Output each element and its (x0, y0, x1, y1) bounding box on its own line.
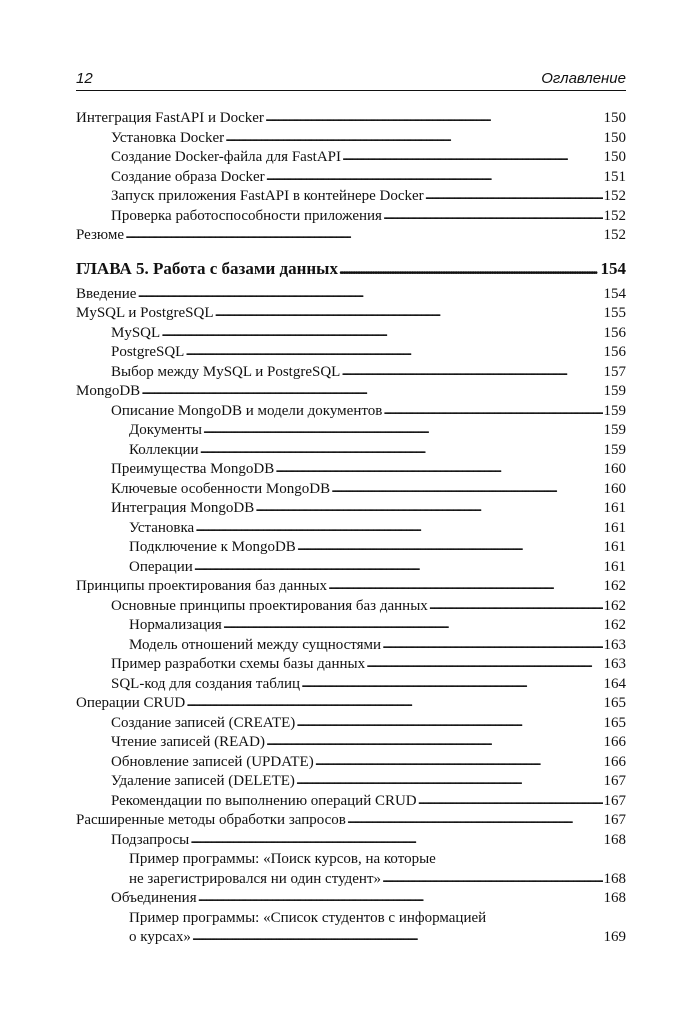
toc-entry-page: 168 (603, 831, 626, 848)
toc-entry (76, 733, 626, 753)
toc-entry (76, 226, 626, 246)
dot-leader (425, 190, 603, 200)
dot-leader (328, 580, 603, 590)
toc-entry-title: не зарегистрировался ни один студент» (129, 870, 381, 887)
dot-leader (341, 366, 602, 376)
toc-entry (76, 792, 626, 812)
running-title: Оглавление (541, 70, 626, 87)
toc-section-top (76, 109, 626, 246)
toc-chapter-heading (76, 258, 626, 280)
toc-entry (76, 148, 626, 168)
toc-entry-title: PostgreSQL (111, 344, 185, 360)
dot-leader (429, 600, 603, 610)
toc-entry-page: 152 (603, 207, 626, 224)
toc-entry-page: 164 (603, 675, 626, 692)
dot-leader (200, 444, 603, 454)
toc-entry-page: 155 (603, 305, 626, 321)
toc-entry (76, 655, 626, 675)
toc-entry (76, 519, 626, 539)
toc-entry-joins (76, 889, 626, 909)
dot-leader (339, 264, 600, 274)
toc-entry-title: Основные принципы проектирования баз данных (111, 597, 428, 614)
dot-leader (382, 873, 603, 883)
toc-entry-page: 163 (603, 656, 626, 672)
dot-leader (347, 814, 603, 824)
toc-entry-title: MongoDB (76, 383, 141, 399)
dot-leader (225, 132, 602, 142)
toc-entry-example1-line1: Пример программы: «Поиск курсов, на которые (129, 851, 436, 867)
dot-leader (382, 639, 602, 649)
toc-entry-title: Выбор между MySQL и PostgreSQL (111, 363, 341, 380)
dot-leader (342, 151, 603, 161)
toc-entry (76, 460, 626, 480)
dot-leader (137, 288, 602, 298)
toc-entry-title: SQL-код для создания таблиц (111, 675, 301, 692)
toc-entry (76, 343, 626, 363)
toc-entry-title: Установка (129, 519, 195, 536)
dot-leader (315, 756, 603, 766)
toc-entry-page: 159 (603, 402, 626, 419)
dot-leader (383, 210, 603, 220)
toc-entry-title: Модель отношений между сущностями (129, 636, 382, 653)
dot-leader (265, 112, 603, 122)
toc-entry-title: MySQL и PostgreSQL (76, 305, 214, 321)
toc-entry-page: 160 (603, 480, 626, 497)
toc-entry-page: 165 (603, 714, 626, 731)
toc-entry (76, 421, 626, 441)
dot-leader (125, 229, 602, 239)
toc-entry (76, 597, 626, 617)
dot-leader (275, 463, 602, 473)
toc-entry-page: 154 (603, 285, 626, 302)
dot-leader (296, 775, 603, 785)
toc-entry (76, 675, 626, 695)
dot-leader (192, 931, 603, 941)
toc-entry-page: 167 (603, 792, 626, 809)
toc-entry (76, 109, 626, 129)
toc-entry-page: 159 (603, 383, 626, 399)
dot-leader (266, 171, 603, 181)
toc-entry-example2-line1: Пример программы: «Список студентов с информацией (129, 909, 487, 926)
toc-entry-title: Описание MongoDB и модели документов (111, 402, 383, 419)
toc-entry-page: 162 (603, 578, 626, 594)
toc-entry-page: 150 (603, 129, 626, 146)
toc-entry (76, 772, 626, 792)
toc-entry-title: Расширенные методы обработки запросов (76, 812, 346, 828)
dot-leader (194, 561, 603, 571)
toc-entry (76, 811, 626, 831)
toc-entry-title: Введение (76, 285, 137, 302)
dot-leader (301, 678, 602, 688)
dot-leader (383, 405, 602, 415)
dot-leader (331, 483, 602, 493)
toc-entry (76, 304, 626, 324)
toc-entry-page: 161 (603, 519, 626, 536)
toc-entry-page: 157 (603, 363, 626, 380)
toc-entry-title: Операции (129, 558, 193, 575)
toc-entry (76, 831, 626, 851)
toc-entry (76, 363, 626, 383)
toc-entry-page: 161 (603, 558, 626, 575)
toc-entry-page: 166 (603, 734, 626, 750)
toc-entry-page: 168 (603, 890, 626, 906)
toc-entry-page: 160 (603, 461, 626, 477)
toc-entry-title: Интеграция MongoDB (111, 500, 255, 516)
dot-leader (190, 834, 602, 844)
toc-entry-page: 161 (603, 539, 626, 555)
toc-entry (76, 558, 626, 578)
toc-entry (76, 324, 626, 344)
toc-entry-page: 151 (603, 168, 626, 185)
dot-leader (195, 522, 602, 532)
toc-entry (76, 382, 626, 402)
toc-entry (76, 616, 626, 636)
dot-leader (223, 619, 603, 629)
toc-entry-page: 159 (603, 422, 626, 438)
toc-entry-title: Рекомендации по выполнению операций CRUD (111, 792, 417, 809)
toc-entry-title: Ключевые особенности MongoDB (111, 480, 331, 497)
toc-entry-page: 156 (603, 344, 626, 360)
dot-leader (186, 697, 602, 707)
toc-entry-page: 162 (603, 597, 626, 614)
toc-entry (76, 402, 626, 422)
toc-entry-title: Удаление записей (DELETE) (111, 773, 295, 789)
toc-entry-page: 167 (603, 773, 626, 789)
toc-entry-title: Коллекции (129, 441, 199, 458)
toc-entry-page: 168 (603, 870, 626, 887)
toc-entry-title: Создание записей (CREATE) (111, 714, 296, 731)
toc-entry-title: Установка Docker (111, 129, 225, 146)
dot-leader (266, 736, 603, 746)
toc-entry (76, 480, 626, 500)
toc-entry-title: Проверка работоспособности приложения (111, 207, 382, 224)
toc-entry-page: 161 (603, 500, 626, 516)
toc-entry (76, 168, 626, 188)
toc-entry-page: 159 (603, 441, 626, 458)
toc-entry-title: Создание образа Docker (111, 168, 265, 185)
toc-entry (76, 636, 626, 656)
toc-entry-page: 150 (603, 110, 626, 126)
toc-entry-page: 167 (603, 812, 626, 828)
dot-leader (161, 327, 602, 337)
toc-entry-page: 150 (603, 149, 626, 165)
toc-entry-page: 162 (603, 617, 626, 633)
toc-entry-example1-line2 (76, 870, 626, 890)
toc-entry (76, 753, 626, 773)
toc-entry (76, 441, 626, 461)
toc-entry-title: о курсах» (129, 929, 191, 945)
toc-entry-page: 156 (603, 324, 626, 341)
chapter-page: 154 (600, 258, 626, 278)
toc-entry-title: Преимущества MongoDB (111, 461, 275, 477)
toc-entry-page: 165 (603, 695, 626, 711)
dot-leader (203, 424, 603, 434)
toc-entry-title: Чтение записей (READ) (111, 734, 265, 750)
running-header (76, 68, 626, 91)
dot-leader (214, 307, 602, 317)
toc-entry-title: Пример разработки схемы базы данных (111, 656, 366, 672)
toc-entry-example2-line2 (76, 928, 626, 948)
toc-entry (76, 285, 626, 305)
page-number: 12 (76, 70, 93, 87)
dot-leader (418, 795, 603, 805)
toc-entry-page: 152 (603, 227, 626, 243)
dot-leader (296, 717, 602, 727)
toc-entry (76, 187, 626, 207)
toc-entry-title: Подключение к MongoDB (129, 539, 296, 555)
toc-entry-title: Создание Docker-файла для FastAPI (111, 149, 341, 165)
dot-leader (198, 892, 603, 902)
toc-entry-title: Объединения (111, 890, 197, 906)
toc-entry-title: MySQL (111, 324, 161, 341)
toc-entry-page: 166 (603, 753, 626, 770)
toc-entry-page: 169 (603, 929, 626, 945)
toc-entry (76, 129, 626, 149)
toc-entry-title: Операции CRUD (76, 695, 186, 711)
dot-leader (185, 346, 602, 356)
toc-entry (76, 694, 626, 714)
toc-chapter-entries (76, 285, 626, 851)
toc-entry-page: 152 (603, 188, 626, 204)
dot-leader (297, 541, 603, 551)
dot-leader (255, 502, 602, 512)
toc-entry (76, 577, 626, 597)
toc-entry (76, 714, 626, 734)
toc-entry (76, 499, 626, 519)
toc-entry-title: Запуск приложения FastAPI в контейнере Docker (111, 188, 424, 204)
chapter-title: ГЛАВА 5. Работа с базами данных (76, 258, 338, 278)
toc-entry-title: Документы (129, 422, 202, 438)
toc-entry-title: Резюме (76, 227, 125, 243)
toc-entry-page: 163 (603, 636, 626, 653)
toc-entry-title: Подзапросы (111, 831, 190, 848)
toc-entry-title: Нормализация (129, 617, 222, 633)
toc-entry (76, 538, 626, 558)
toc-entry-title: Обновление записей (UPDATE) (111, 753, 314, 770)
toc-entry-title: Принципы проектирования баз данных (76, 578, 327, 594)
toc-entry (76, 207, 626, 227)
toc-entry-title: Интеграция FastAPI и Docker (76, 110, 264, 126)
dot-leader (366, 658, 602, 668)
dot-leader (141, 385, 602, 395)
table-of-contents (76, 109, 626, 948)
